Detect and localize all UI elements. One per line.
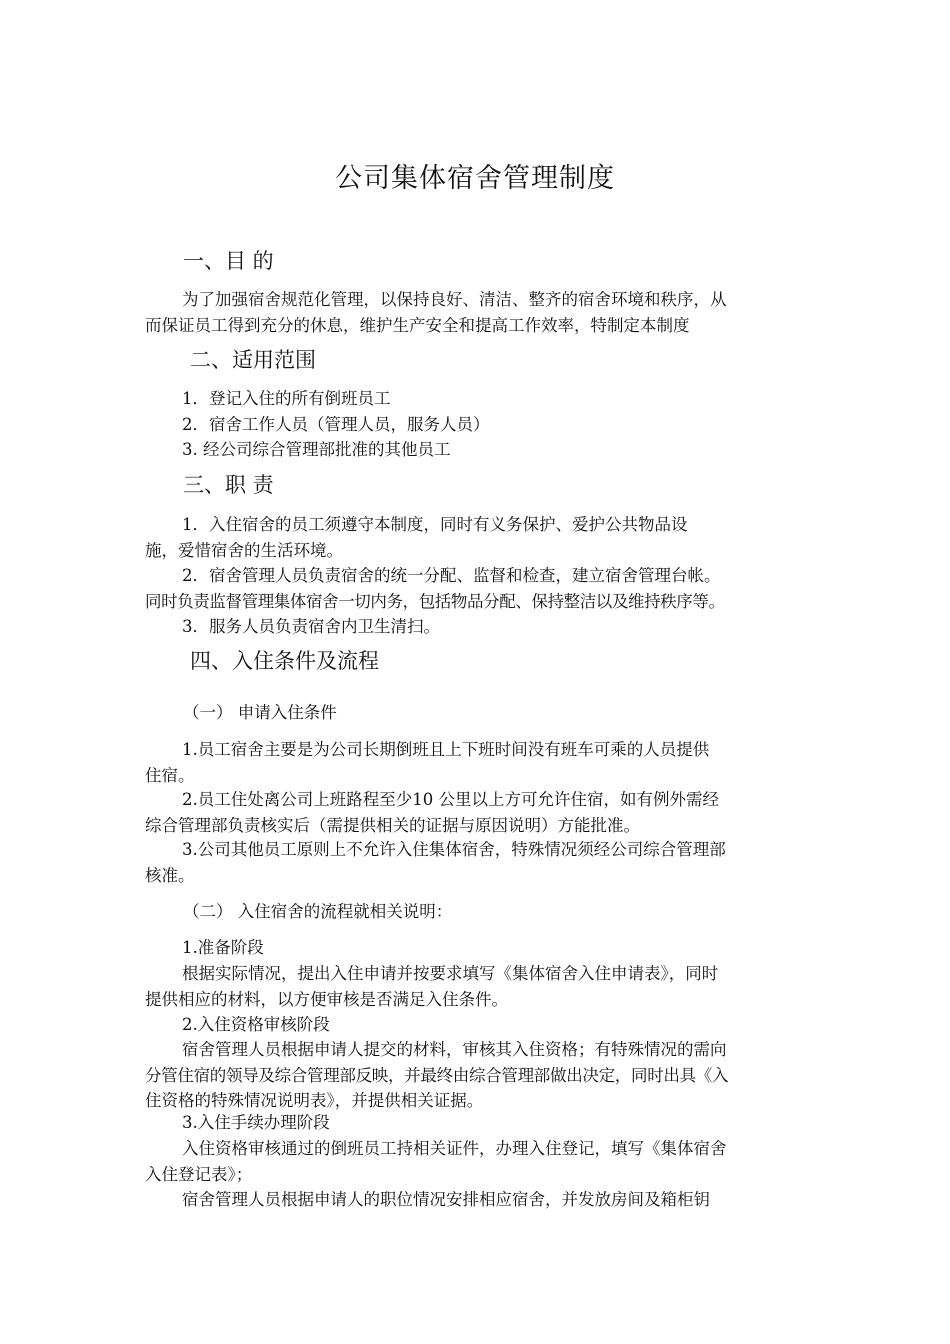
process-step-3-text-2 — [145, 1187, 813, 1213]
paragraph-line: 2．宿舍管理人员负责宿舍的统一分配、监督和检查，建立宿舍管理台帐。 — [182, 566, 721, 585]
paragraph-duty-2 — [145, 563, 813, 614]
paragraph-line: 分管住宿的领导及综合管理部反映，并最终由综合管理部做出决定，同时出具《入 — [145, 1065, 729, 1085]
process-step-3 — [145, 1110, 813, 1136]
section-heading-scope: 二、适用范围 — [190, 348, 316, 372]
paragraph-line: 入住资格审核通过的倒班员工持相关证件，办理入住登记，填写《集体宿舍 — [182, 1139, 727, 1158]
paragraph-line: 同时负责监督管理集体宿舍一切内务，包括物品分配、保持整洁以及维持秩序等。 — [145, 591, 725, 611]
paragraph-line: 3．服务人员负责宿舍内卫生清扫。 — [182, 617, 440, 636]
paragraph-purpose — [145, 287, 813, 338]
document-title: 公司集体宿舍管理制度 — [335, 163, 615, 194]
paragraph-line: 而保证员工得到充分的休息，维护生产安全和提高工作效率，特制定本制度 — [145, 315, 690, 335]
subsection-heading-process: （二） 入住宿舍的流程就相关说明： — [183, 902, 453, 921]
paragraph-line: 宿舍管理人员根据申请人的职位情况安排相应宿舍，并发放房间及箱柜钥 — [182, 1190, 710, 1209]
paragraph-line: 提供相应的材料，以方便审核是否满足入住条件。 — [145, 989, 508, 1009]
list-item: 2．宿舍工作人员（管理人员，服务人员） — [182, 414, 490, 434]
paragraph-condition-2 — [145, 787, 813, 838]
paragraph-line: 1．入住宿舍的员工须遵守本制度，同时有义务保护、爱护公共物品设 — [182, 515, 688, 534]
paragraph-line: 住宿。 — [145, 765, 195, 785]
process-step-1 — [145, 935, 813, 961]
paragraph-line: 宿舍管理人员根据申请人提交的材料，审核其入住资格；有特殊情况的需向 — [182, 1040, 727, 1059]
subsection-heading-application: （一） 申请入住条件 — [183, 703, 337, 722]
process-step-2 — [145, 1012, 813, 1038]
paragraph-line: 2.员工住处离公司上班路程至少10 公里以上方可允许住宿，如有例外需经 — [182, 790, 719, 809]
paragraph-line: 综合管理部负责核实后（需提供相关的证据与原因说明）方能批准。 — [145, 815, 640, 835]
section-heading-conditions: 四、入住条件及流程 — [190, 649, 379, 673]
process-step-1-text — [145, 961, 813, 1012]
paragraph-condition-1 — [145, 737, 813, 788]
paragraph-line: 施，爱惜宿舍的生活环境。 — [145, 540, 343, 560]
process-step-2-text — [145, 1037, 813, 1114]
paragraph-line: 3.公司其他员工原则上不允许入住集体宿舍，特殊情况须经公司综合管理部 — [182, 840, 726, 859]
list-scope — [145, 386, 813, 463]
paragraph-line: 1.员工宿舍主要是为公司长期倒班且上下班时间没有班车可乘的人员提供 — [182, 740, 710, 759]
step-title: 1.准备阶段 — [182, 938, 264, 957]
paragraph-duty-1 — [145, 512, 813, 563]
section-heading-duties: 三、职 责 — [183, 473, 274, 497]
paragraph-line: 根据实际情况，提出入住申请并按要求填写《集体宿舍入住申请表》，同时 — [182, 964, 719, 983]
paragraph-condition-3 — [145, 837, 813, 888]
paragraph-line: 住资格的特殊情况说明表》，并提供相关证据。 — [145, 1091, 484, 1111]
section-heading-purpose: 一、目 的 — [183, 249, 274, 273]
step-title: 3.入住手续办理阶段 — [182, 1113, 330, 1132]
process-step-3-text — [145, 1136, 813, 1187]
paragraph-line: 为了加强宿舍规范化管理，以保持良好、清洁、整齐的宿舍环境和秩序，从 — [182, 290, 727, 309]
list-item: 1．登记入住的所有倒班员工 — [182, 389, 391, 408]
step-title: 2.入住资格审核阶段 — [182, 1015, 330, 1034]
paragraph-line: 入住登记表》； — [145, 1164, 253, 1184]
list-item: 3. 经公司综合管理部批准的其他员工 — [182, 440, 451, 460]
paragraph-line: 核准。 — [145, 865, 195, 885]
paragraph-duty-3 — [145, 614, 813, 640]
